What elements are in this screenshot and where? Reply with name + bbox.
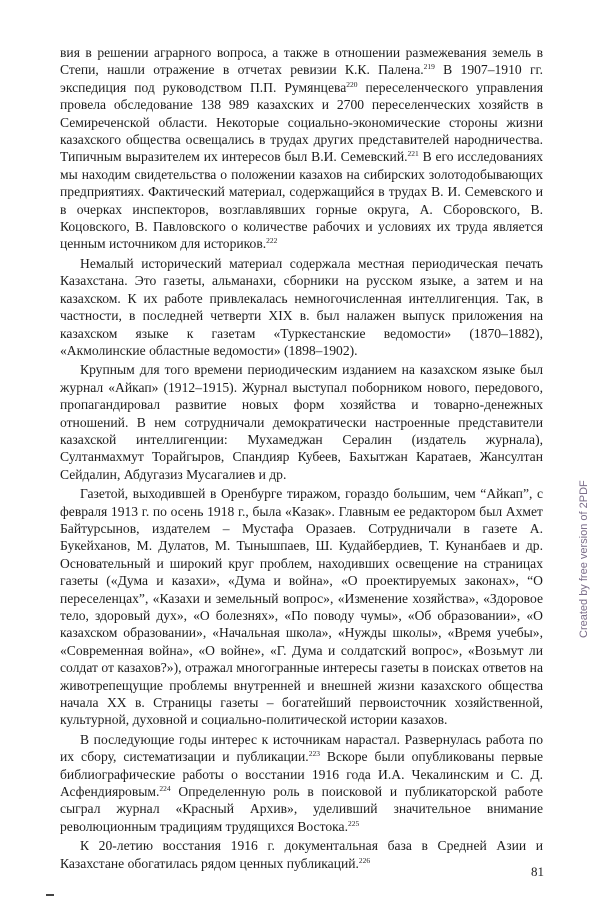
text-run: В последующие годы интерес к источникам нарастал. Развернулась работа по их сбору, систематизации и публикации. [60, 731, 543, 765]
text-run: К 20-летию восстания 1916 г. документальная база в Средней Азии и Казахстане обогатилась рядом ценных публикаций. [60, 838, 543, 871]
paragraph-2 [60, 255, 543, 359]
footnote-ref-220: 220 [346, 79, 358, 89]
text-run: Крупным для того времени периодическим изданием на казахском языке был журнал «Айкап» (1912–1915). Журнал выступал поборником нового, передового, пропагандировал развитие новых форм хозяйства и товарно-денежных отношений. В нем сотрудничали демократически настроенные представители казахской интеллигенции: Мухамеджан Сералин (издатель журнала), Султанмахмут Торайгыров, Спандияр Кубеев, Бахытжан Каратаев, Жансултан Сейдалин, Абдугазиз Мусагалиев и др. [60, 362, 543, 482]
paragraph-3 [60, 361, 543, 483]
watermark-text: Created by free version of 2PDF [578, 480, 590, 638]
pdf-watermark [578, 258, 592, 638]
text-run: вия в решении аграрного вопроса, а также в отношении размежевания земель в Степи, нашли отражение в отчетах ревизии К.К. Палена. [60, 45, 543, 78]
footnote-ref-225: 225 [347, 818, 360, 828]
text-run: Немалый исторический материал содержала местная периодическая печать Казахстана. Это газеты, альманахи, сборники на русском языке, а затем и на казахском. К их работе привлекалась немногочисленная интеллигенция. Так, в частности, в последней четверти XIX в. был налажен выпуск приложения на казахском языке к газетам «Туркестанские ведомости» (1870–1882), «Акмолинские областные ведомости» (1898–1902). [60, 255, 543, 358]
paragraph-1 [60, 44, 543, 253]
text-run: В его исследованиях мы находим свидетельства о положении казахов на сибирских золотодобывающих предприятиях. Фактический материал, содержащийся в трудах В. И. Семевского и в очерках инспекторов, возглавлявших горные округа, А. Сборовского, В. Коцовского, В. Павловского о количестве рабочих и условиях их труда является ценным источником для историков. [60, 149, 543, 252]
page-number: 81 [531, 864, 544, 879]
footnote-ref-221: 221 [407, 149, 419, 159]
text-run: переселенческого управления провела обследование 138 989 казахских и 2700 переселенческих хозяйств в Семиреченской области. Некоторые социально-экономические стороны жизни казахского общества освещались в трудах других представителей народничества. Типичным выразителем их интересов был В.И. Семевский. [60, 79, 543, 165]
text-run: В 1907–1910 гг. экспедиция под руководством П.П. Румянцева [60, 62, 543, 95]
scan-mark [46, 894, 54, 896]
text-run: Определенную роль в поисковой и публикаторской работе сыграл журнал «Красный Архив», уделивший значительное внимание революционным традициям трудящихся Востока. [60, 784, 543, 834]
footnote-ref-219: 219 [423, 62, 435, 72]
paragraph-5 [60, 731, 543, 835]
footnote-ref-224: 224 [159, 784, 171, 794]
text-run: Вскоре были опубликованы первые библиографические работы о восстании 1916 года И.А. Чекалинским и С. Д. Асфендияровым. [60, 749, 543, 800]
text-run: Газетой, выходившей в Оренбурге тиражом, гораздо большим, чем “Айкап”, с февраля 1913 г. по осень 1918 г., была «Казак». Главным ее редактором был Ахмет Байтурсынов, издателем – Мустафа Оразаев. Сотрудничали в газете А. Букейханов, М. Дулатов, М. Тынышпаев, Ш. Кудайбердиев, Т. Кунанбаев и др. Основательный и широкий круг проблем, находивших освещение на страницах газеты («Дума и казахи», «Дума и война», «О проектируемых законах», “О переселенцах”, «Казахи и земельный вопрос», «Изменение хозяйства», «Здоровое тело, здоровый дух», «О болезнях», «По поводу чумы», «Об образовании», «О казахском образовании», «Начальная школа», «Нужды школы», «Время учебы», «Современная война», «О войне», «Г. Дума и солдатский вопрос», «Возьмут ли солдат от казахов?»), отражал многогранные интересы газеты в поисках ответов на животрепещущие проблемы внутренней и внешней жизни казахского общества начала XX в. Страницы газеты – богатейший первоисточник хозяйственной, культурной, духовной и социально-политической истории казахов. [60, 486, 543, 728]
paragraph-6 [60, 837, 543, 872]
footnote-ref-226: 226 [358, 855, 371, 865]
footnote-ref-222: 222 [266, 236, 278, 246]
footnote-ref-223: 223 [308, 749, 320, 759]
document-body [60, 44, 543, 874]
paragraph-4 [60, 485, 543, 729]
